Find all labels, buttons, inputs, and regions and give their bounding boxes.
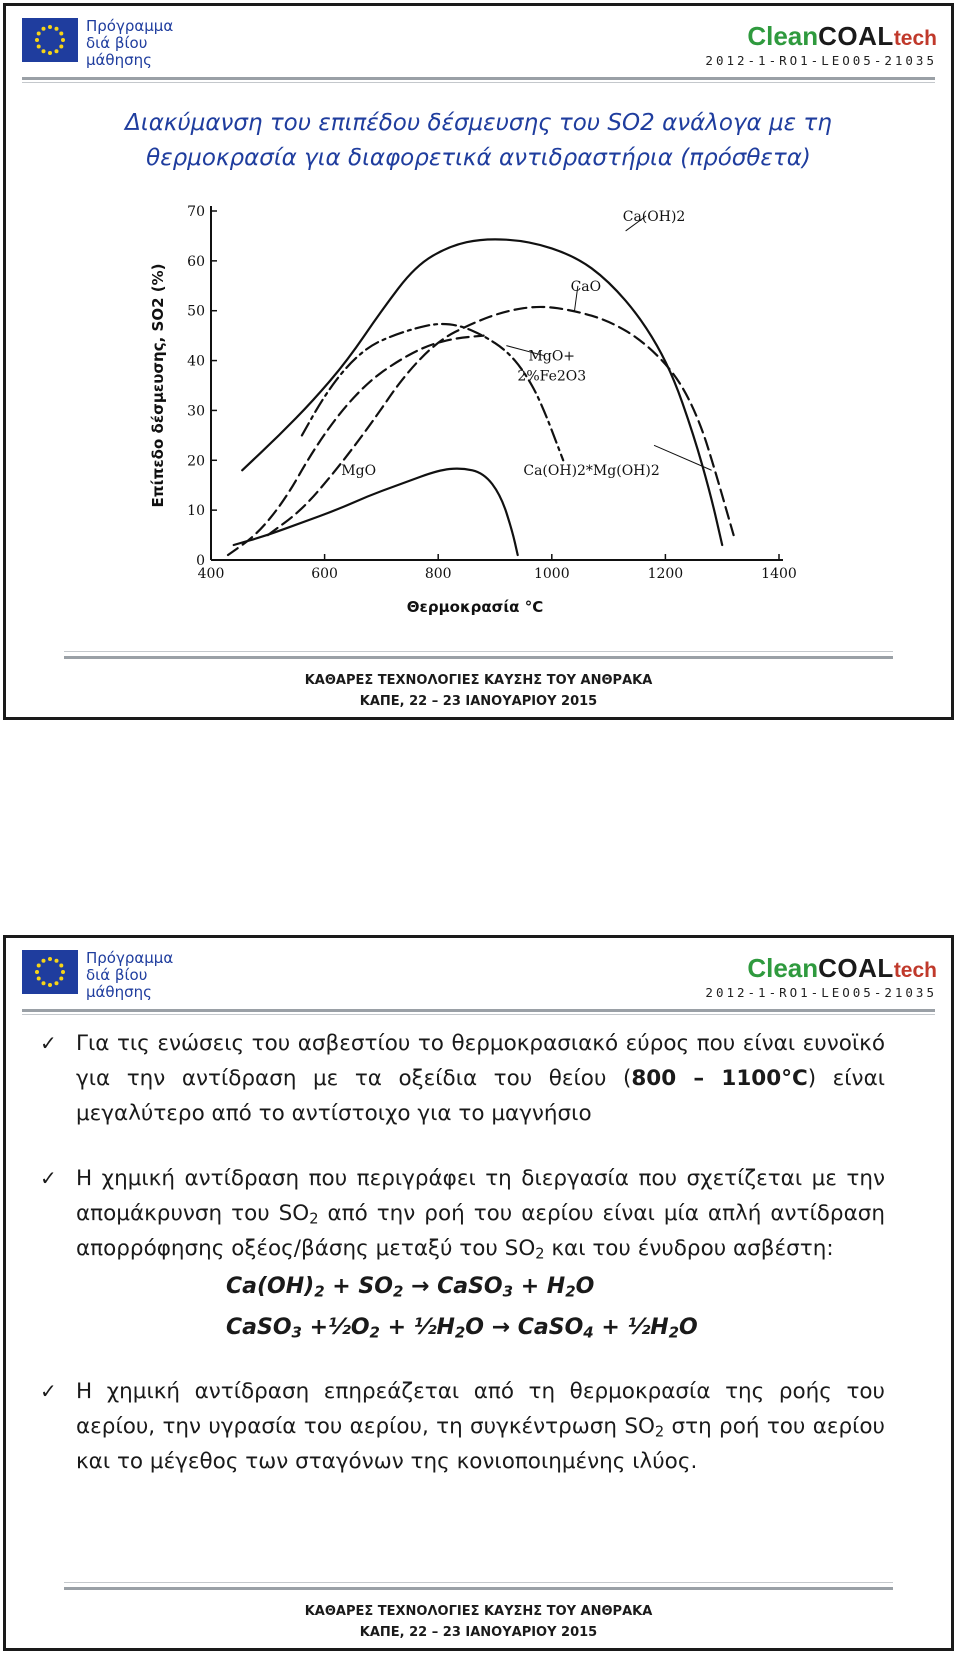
series-label-mgo: MgO xyxy=(341,463,377,480)
y-tick-label: 50 xyxy=(187,303,205,320)
eu-program-name: Πρόγραμμα διά βίου μάθησης xyxy=(86,17,174,69)
series-label-mgo-2-fe2o3: MgO+ xyxy=(528,348,576,365)
bullet-calcium-range: ✓ Για τις ενώσεις του ασβεστίου το θερμοκρασιακό εύρος που είναι ευνοϊκό για την αντίδραση με τα οξείδια του θείου (800 – 1100°C) είναι μεγαλύτερο από το αντίστοιχο για το μαγνήσιο xyxy=(40,1026,885,1131)
equation-2: CaSO$_3$ $+\frac{1}{2}O_2$ + $\frac{1}{2}H_2O$ → CaSO$_4$ + $\frac{1}{2}H_2O$ xyxy=(226,1315,698,1342)
x-tick-label: 1400 xyxy=(761,566,797,582)
eu-lifelong-learning-logo xyxy=(22,18,174,76)
y-axis-label: Επίπεδο δέσμευσης, SO2 (%) xyxy=(149,263,167,508)
cleancoaltech-logo xyxy=(705,21,937,70)
y-tick-label: 30 xyxy=(187,403,205,420)
header-divider xyxy=(22,77,935,80)
brand-name: CleanCOALtech xyxy=(747,21,937,51)
series-label-ca-oh-2-mg-oh-2: Ca(OH)2*Mg(OH)2 xyxy=(523,463,660,480)
project-code: 2012-1-RO1-LEO05-21035 xyxy=(705,53,937,68)
x-tick-label: 1000 xyxy=(533,566,570,582)
footer-divider-thin xyxy=(64,651,893,652)
series-line-cao xyxy=(268,307,734,535)
x-axis-label: Θερμοκρασία °C xyxy=(406,598,544,616)
eu-program-name: Πρόγραμμα διά βίου μάθησης xyxy=(86,949,174,1001)
cleancoaltech-logo xyxy=(705,953,937,1002)
so2-capture-chart xyxy=(143,198,831,653)
x-tick-label: 1200 xyxy=(647,566,684,582)
footer-divider xyxy=(64,656,893,659)
x-tick-label: 400 xyxy=(197,566,225,582)
eu-lifelong-learning-logo xyxy=(22,950,174,1008)
label-leader-line xyxy=(654,445,712,470)
slide-title: Διακύμανση του επιπέδου δέσμευσης του SO2 ανάλογα με τη θερμοκρασία για διαφορετικά αντιδραστήρια (πρόσθετα) xyxy=(125,110,832,171)
header-divider-thin xyxy=(22,82,935,83)
project-code: 2012-1-RO1-LEO05-21035 xyxy=(705,985,937,1000)
x-tick-label: 800 xyxy=(424,566,452,582)
slide-body xyxy=(40,1026,885,1509)
checkmark-icon: ✓ xyxy=(40,1166,57,1190)
brand-name: CleanCOALtech xyxy=(747,953,937,983)
footer-divider xyxy=(64,1587,893,1590)
y-tick-label: 70 xyxy=(187,204,205,220)
checkmark-icon: ✓ xyxy=(40,1379,57,1403)
series-label-cao: CaO xyxy=(570,278,602,295)
slide-footer: ΚΑΘΑΡΕΣ ΤΕΧΝΟΛΟΓΙΕΣ ΚΑΥΣΗΣ ΤΟΥ ΑΝΘΡΑΚΑ ΚΑΠΕ, 22 – 23 ΙΑΝΟΥΑΡΙΟΥ 2015 xyxy=(304,673,653,709)
eu-flag-icon xyxy=(22,18,78,62)
y-tick-label: 60 xyxy=(187,253,205,270)
eu-flag-icon xyxy=(22,950,78,994)
series-label-mgo-2-fe2o3: 2%Fe2O3 xyxy=(517,368,587,385)
footer-divider-thin xyxy=(64,1582,893,1583)
y-tick-label: 20 xyxy=(187,453,205,470)
checkmark-icon: ✓ xyxy=(40,1031,57,1055)
equation-1: $Ca(OH)_2 + SO_2$ → CaSO$_3$ + $H_2O$ xyxy=(226,1274,595,1301)
x-tick-label: 600 xyxy=(311,566,338,582)
header-divider-thin xyxy=(22,1014,935,1015)
y-tick-label: 0 xyxy=(196,553,205,569)
bullet-reaction-description: ✓ Η χημική αντίδραση που περιγράφει τη διεργασία που σχετίζεται με την απομάκρυνση του $SO_2$ από την ροή του αερίου είναι μία απλή αντίδραση απορρόφησης οξέος/βάσης μεταξύ του $SO_2$ και του ένυδρου ασβέστη: $Ca(OH)_2 + SO_2$ → CaSO$_3$ + $H_2O$ CaSO$_3$ $+\frac{1}{2}O_2$ + $\frac{1}{2}H_2O$ → CaSO$_4$ + $\frac{1}{2}H_2O$ xyxy=(40,1161,885,1348)
y-tick-label: 10 xyxy=(187,503,205,520)
series-line-ca-oh-2 xyxy=(242,239,722,545)
bullet-reaction-factors: ✓ Η χημική αντίδραση επηρεάζεται από τη θερμοκρασία της ροής του αερίου, την υγρασία του αερίου, τη συγκέντρωση $SO_2$ στη ροή του αερίου και το μέγεθος των σταγόνων της κονιοποιημένης ιλύος. xyxy=(40,1374,885,1479)
header-divider xyxy=(22,1009,935,1012)
slide-text xyxy=(3,935,954,1651)
series-label-ca-oh-2: Ca(OH)2 xyxy=(622,208,686,225)
slide-chart xyxy=(3,3,954,720)
y-tick-label: 40 xyxy=(187,353,205,370)
slide-footer: ΚΑΘΑΡΕΣ ΤΕΧΝΟΛΟΓΙΕΣ ΚΑΥΣΗΣ ΤΟΥ ΑΝΘΡΑΚΑ ΚΑΠΕ, 22 – 23 ΙΑΝΟΥΑΡΙΟΥ 2015 xyxy=(304,1604,653,1640)
